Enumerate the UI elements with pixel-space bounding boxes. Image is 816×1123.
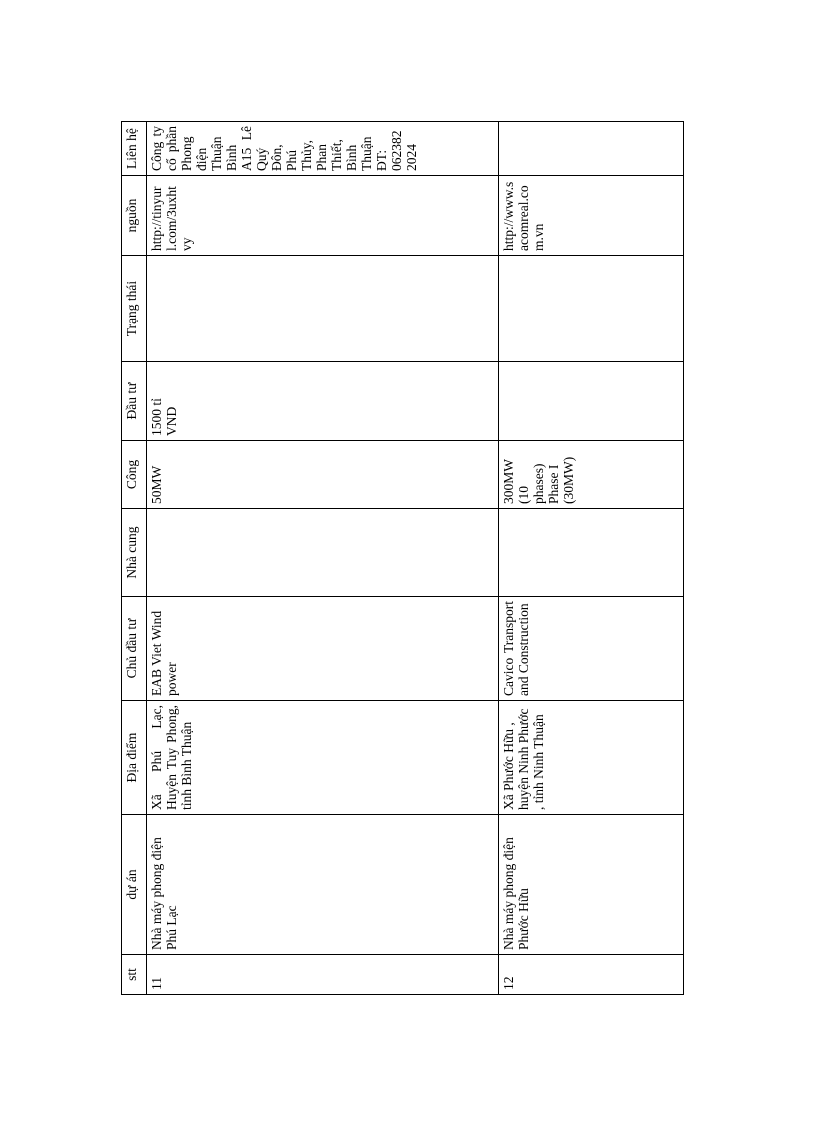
cell-du-an: Nhà máy phong điện Phước Hữu: [498, 815, 683, 955]
cell-stt: 12: [498, 955, 683, 995]
cell-lien-he: [147, 122, 499, 176]
cell-dia-diem: Xã Phú Lạc, Huyện Tuy Phong, tỉnh Bình Thuận: [147, 701, 499, 815]
header-du-an: dự án: [122, 815, 147, 955]
header-cong: Công: [122, 441, 147, 509]
cell-dau-tu: [498, 362, 683, 441]
table-row: [498, 122, 683, 995]
header-row: [122, 122, 147, 995]
cell-trang-thai: [498, 256, 683, 362]
header-stt: stt: [122, 955, 147, 995]
header-trang-thai: Trạng thái: [122, 256, 147, 362]
header-lien-he: Liên hệ: [122, 122, 147, 176]
table-row: [147, 122, 499, 995]
cell-cong: 300MW (10 phases) Phase I (30MW): [498, 441, 683, 509]
header-nguon: nguồn: [122, 176, 147, 256]
cell-chu-dau-tu: Cavico Transport and Construction: [498, 597, 683, 701]
cell-nha-cung: [147, 509, 499, 597]
rotated-table-container: [121, 122, 684, 995]
contact-company: Công ty cổ phần Phong điện Thuận Bình: [149, 126, 239, 171]
cell-dia-diem: Xã Phước Hữu , huyện Ninh Phước , tỉnh Ninh Thuận: [498, 701, 683, 815]
contact-phone: ĐT: 0623822024: [374, 130, 419, 171]
header-nha-cung: Nhà cung: [122, 509, 147, 597]
cell-nguon: http://www.sacomreal.com.vn: [498, 176, 683, 256]
header-dia-diem: Địa điểm: [122, 701, 147, 815]
header-dau-tu: Đầu tư: [122, 362, 147, 441]
cell-nha-cung: [498, 509, 683, 597]
cell-nguon: http://tinyurl.com/3uxhtvy: [147, 176, 499, 256]
cell-cong: 50MW: [147, 441, 499, 509]
cell-trang-thai: [147, 256, 499, 362]
cell-dau-tu: 1500 tỉ VND: [147, 362, 499, 441]
header-chu-dau-tu: Chủ đầu tư: [122, 597, 147, 701]
contact-address: A15 Lê Quý Đôn, Phú Thủy, Phan Thiết, Bình Thuận: [239, 126, 374, 171]
cell-du-an: Nhà máy phong điện Phú Lạc: [147, 815, 499, 955]
cell-chu-dau-tu: EAB Viet Wind power: [147, 597, 499, 701]
wind-power-projects-table: [121, 121, 684, 995]
cell-stt: 11: [147, 955, 499, 995]
cell-lien-he: [498, 122, 683, 176]
